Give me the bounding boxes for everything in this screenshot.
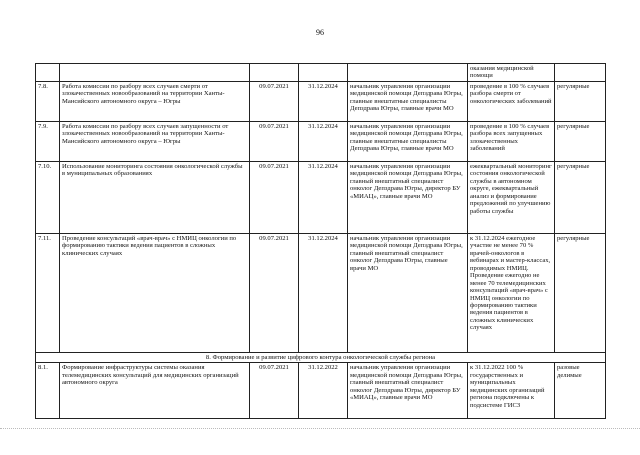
table-row (36, 64, 606, 82)
result-cell: ежеквартальный мониторинг состояния онкологической службы в автономном округе, ежеквартальный анализ и формирование предложений по улучшению работы службы (468, 161, 555, 233)
row-number: 7.11. (36, 233, 60, 352)
start-date-cell: 09.07.2021 (250, 161, 299, 233)
periodicity-cell: регулярные (555, 161, 606, 233)
section-heading-row (36, 352, 606, 362)
responsible-cell: начальник управления организации медицинской помощи Депздрава Югры, главные внештатные специалисты Депздрава Югры, главные врачи МО (348, 81, 468, 121)
event-cell: Проведение консультаций «врач-врач» с НМИЦ онкологии по формированию тактики ведения пациентов в сложных клинических случаях (60, 233, 250, 352)
responsible-cell: начальник управления организации медицинской помощи Депздрава Югры, главные внештатные специалисты Депздрава Югры, главные врачи МО (348, 121, 468, 161)
responsible-cell: начальник управления организации медицинской помощи Депздрава Югры, главный внештатный специалист онколог Депздрава Югры, директор БУ «МИАЦ», главные врачи МО (348, 161, 468, 233)
start-date-cell: 09.07.2021 (250, 81, 299, 121)
table-row (36, 121, 606, 161)
result-cell: проведение в 100 % случаев разбора всех запущенных злокачественных заболеваний (468, 121, 555, 161)
page-bottom-edge (0, 428, 640, 429)
section-heading: 8. Формирование и развитие цифрового контура онкологической службы региона (36, 352, 606, 362)
end-date-cell: 31.12.2024 (299, 233, 348, 352)
end-date-cell: 31.12.2024 (299, 81, 348, 121)
periodicity-cell: разовые делимые (555, 363, 606, 419)
event-cell: Работа комиссии по разбору всех случаев запущенности от злокачественных новообразований на территории Ханты-Мансийского автономного округа – Югры (60, 121, 250, 161)
event-cell: Работа комиссии по разбору всех случаев смерти от злокачественных новообразований на территории Ханты-Мансийского автономного округа – Югры (60, 81, 250, 121)
page-number: 96 (316, 28, 324, 37)
end-date-cell: 31.12.2022 (299, 363, 348, 419)
start-date-cell: 09.07.2021 (250, 233, 299, 352)
table-row (36, 233, 606, 352)
end-date-cell: 31.12.2024 (299, 161, 348, 233)
periodicity-cell: регулярные (555, 121, 606, 161)
result-cell: проведение в 100 % случаев разбора смерти от онкологических заболеваний (468, 81, 555, 121)
event-cell: Формирование инфраструктуры системы оказания телемедицинских консультаций для медицинских организаций автономного округа (60, 363, 250, 419)
result-cell: оказания медицинской помощи (468, 64, 555, 82)
table-row (36, 363, 606, 419)
row-number: 7.10. (36, 161, 60, 233)
result-cell: к 31.12.2024 ежегодное участие не менее 70 % врачей-онкологов в вебинарах и мастер-классах, проводимых НМИЦ. Проведение ежегодно не менее 70 телемедицинских консультаций «врач-врач» с НМИЦ онкологии по формированию тактики ведения пациентов в сложных клинических случаях (468, 233, 555, 352)
result-cell: к 31.12.2022 100 % государственных и муниципальных медицинских организаций региона подключены к подсистеме ГИСЗ (468, 363, 555, 419)
activities-table (35, 63, 606, 419)
end-date-cell: 31.12.2024 (299, 121, 348, 161)
table-row (36, 81, 606, 121)
periodicity-cell: регулярные (555, 233, 606, 352)
responsible-cell: начальник управления организации медицинской помощи Депздрава Югры, главный внештатный специалист онколог Депздрава Югры, главные врачи МО (348, 233, 468, 352)
row-number: 7.9. (36, 121, 60, 161)
responsible-cell: начальник управления организации медицинской помощи Депздрава Югры, главный внештатный специалист онколог Депздрава Югры, директор БУ «МИАЦ», главные врачи МО (348, 363, 468, 419)
periodicity-cell: регулярные (555, 81, 606, 121)
row-number: 8.1. (36, 363, 60, 419)
start-date-cell: 09.07.2021 (250, 121, 299, 161)
row-number: 7.8. (36, 81, 60, 121)
table-row (36, 161, 606, 233)
event-cell: Использование мониторинга состояния онкологической службы в муниципальных образованиях (60, 161, 250, 233)
start-date-cell: 09.07.2021 (250, 363, 299, 419)
